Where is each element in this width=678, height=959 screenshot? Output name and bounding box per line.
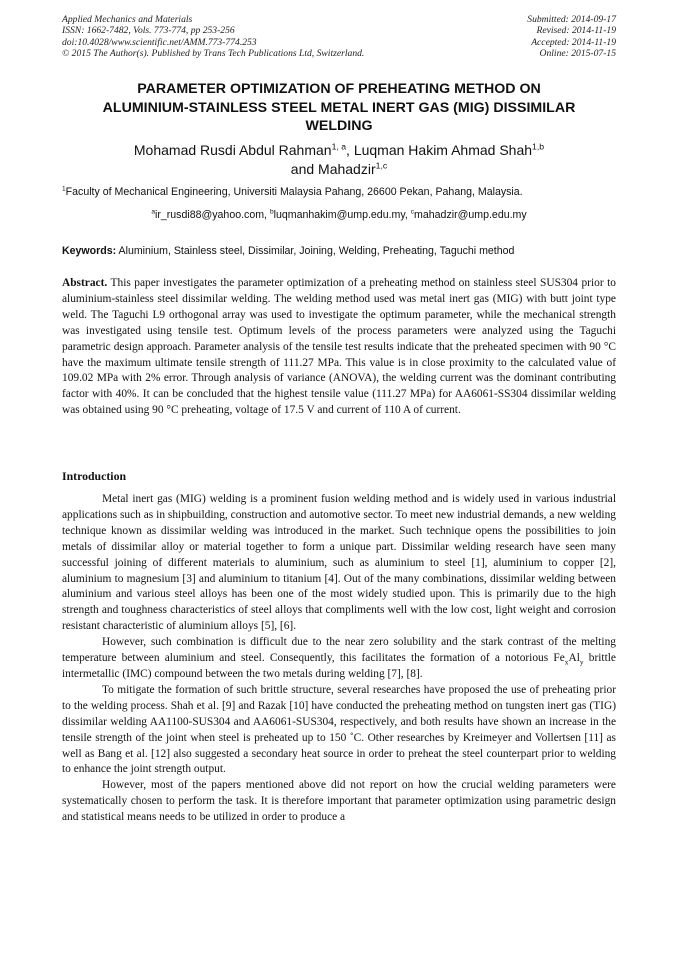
subscript: x xyxy=(564,657,569,667)
author-affiliation-mark: 1,b xyxy=(532,141,545,152)
paragraph: Metal inert gas (MIG) welding is a prominent fusion welding method and is widely used in various industrial applications such as in shipbuilding, construction and automotive sector. To meet new industrial demands, a new welding technique known as dissimilar welding was introduced in the market. Such technique opens the possibilities to join metals of dissimilar alloy or material together to form a unique part. Dissimilar welding research have seen many successful joining of different materials to aluminium, such as aluminium to steel [1], aluminium to copper [2], aluminium to magnesium [3] and aluminium to titanium [4]. Out of the many combinations, dissimilar welding between aluminium and various steel alloys has been one of the most widely studied upon. This is primarily due to the high strength and toughness characteristics of steel alloys that compliments well with the low cost, light weight and corrosion resistant characteristic of aluminium alloys [5], [6]. xyxy=(62,493,616,633)
affiliation xyxy=(62,186,616,198)
doi-line[interactable]: doi:10.4028/www.scientific.net/AMM.773-774.253 xyxy=(62,36,257,48)
author-name: Mahadzir xyxy=(318,161,376,177)
author-affiliation-mark: 1,c xyxy=(375,160,388,171)
author-list xyxy=(62,141,616,179)
dates-header xyxy=(416,14,616,60)
affiliation-text: Faculty of Mechanical Engineering, Universiti Malaysia Pahang, 26600 Pekan, Pahang, Malaysia. xyxy=(65,186,523,198)
keywords-text: Aluminium, Stainless steel, Dissimilar, Joining, Welding, Preheating, Taguchi method xyxy=(116,245,515,257)
abstract xyxy=(62,276,616,419)
author-name: Luqman Hakim Ahmad Shah xyxy=(353,142,533,158)
paragraph: However, most of the papers mentioned above did not report on how the crucial welding parameters were systematically chosen to perform the task. It is therefore important that parameter optimization using parametric design and statistical means needs to be utilized in order to produce a xyxy=(62,779,616,824)
author-affiliation-mark: 1, a xyxy=(331,141,347,152)
accepted-date: Accepted: 2014-11-19 xyxy=(531,36,616,48)
revised-date: Revised: 2014-11-19 xyxy=(536,25,616,37)
paragraph: To mitigate the formation of such brittle structure, several researches have proposed the use of preheating prior to the welding process. Shah et al. [9] and Razak [10] have conducted the preheating method on tungsten inert gas (TIG) dissimilar welding AA1100-SUS304 and AA6061-SUS304, respectively, and both results have shown an increase in the tensile strength of the joint when steel is preheated up to 150 ˚C. Other researches by Kreimeyer and Vollertsen [11] as well as Bang et al. [12] also suggested a secondary heat source in order to preheat the steel counterpart prior to welding to enhance the joint strength output. xyxy=(62,683,616,776)
title-line: WELDING xyxy=(305,118,373,134)
paragraph-text: Al xyxy=(568,652,580,665)
email-link[interactable]: mahadzir@ump.edu.my xyxy=(414,209,527,221)
email-mark: a xyxy=(151,208,155,216)
author-conjunction: and xyxy=(290,161,319,177)
paragraph xyxy=(62,635,616,683)
title-line: ALUMINIUM-STAINLESS STEEL METAL INERT GAS (MIG) DISSIMILAR xyxy=(102,99,576,116)
section-heading-introduction: Introduction xyxy=(62,469,127,483)
email-link[interactable]: luqmanhakim@ump.edu.my, xyxy=(273,209,411,221)
journal-header xyxy=(62,14,462,60)
email-link[interactable]: ir_rusdi88@yahoo.com, xyxy=(154,209,270,221)
keywords-label: Keywords: xyxy=(62,245,117,257)
title-line: PARAMETER OPTIMIZATION OF PREHEATING METHOD ON xyxy=(137,81,541,97)
subscript: y xyxy=(579,657,584,667)
keywords xyxy=(62,245,616,257)
introduction-body xyxy=(62,492,616,826)
author-name: Mohamad Rusdi Abdul Rahman xyxy=(133,142,332,158)
submitted-date: Submitted: 2014-09-17 xyxy=(527,14,616,25)
paragraph-text: brittle intermetallic (IMC) compound between the two metals during welding [7], [8]. xyxy=(62,652,616,680)
journal-name: Applied Mechanics and Materials xyxy=(62,14,193,25)
abstract-label: Abstract. xyxy=(62,277,108,289)
email-mark: b xyxy=(269,208,274,216)
abstract-text: This paper investigates the parameter optimization of a preheating method on stainless steel SUS304 prior to aluminium-stainless steel dissimilar welding. The welding method used was metal inert gas (MIG) with butt joint type weld. The Taguchi L9 orthogonal array was used to investigate the optimum parameter, while the mechanical strength was investigated using tensile test. Optimum levels of the process parameters were analyzed using the Taguchi parametric design approach. Parameter analysis of the tensile test results indicate that the preheated specimen with 90 °C have the maximum ultimate tensile strength of 111.27 MPa. This value is in close proximity to the calculated value of 109.02 MPa with 2% error. Through analysis of variance (ANOVA), the welding current was the dominant contributing factor with 40%. It can be concluded that the highest tensile value (111.27 MPa) for AA6061-SS304 dissimilar welding was obtained using 90 °C preheating, voltage of 17.5 V and current of 110 A of current. xyxy=(62,277,616,417)
author-separator: , xyxy=(346,142,354,158)
online-date: Online: 2015-07-15 xyxy=(539,48,616,60)
author-emails xyxy=(62,209,616,221)
copyright-line: © 2015 The Author(s). Published by Trans Tech Publications Ltd, Switzerland. xyxy=(62,48,365,60)
email-mark: c xyxy=(410,208,415,216)
issn-line: ISSN: 1662-7482, Vols. 773-774, pp 253-256 xyxy=(62,25,235,37)
paper-title xyxy=(62,80,616,136)
affiliation-mark: 1 xyxy=(62,185,66,193)
paragraph-text: However, such combination is difficult due to the near zero solubility and the stark contrast of the melting temperature between aluminium and steel. Consequently, this facilitates the formation of a notorious Fe xyxy=(62,636,616,665)
